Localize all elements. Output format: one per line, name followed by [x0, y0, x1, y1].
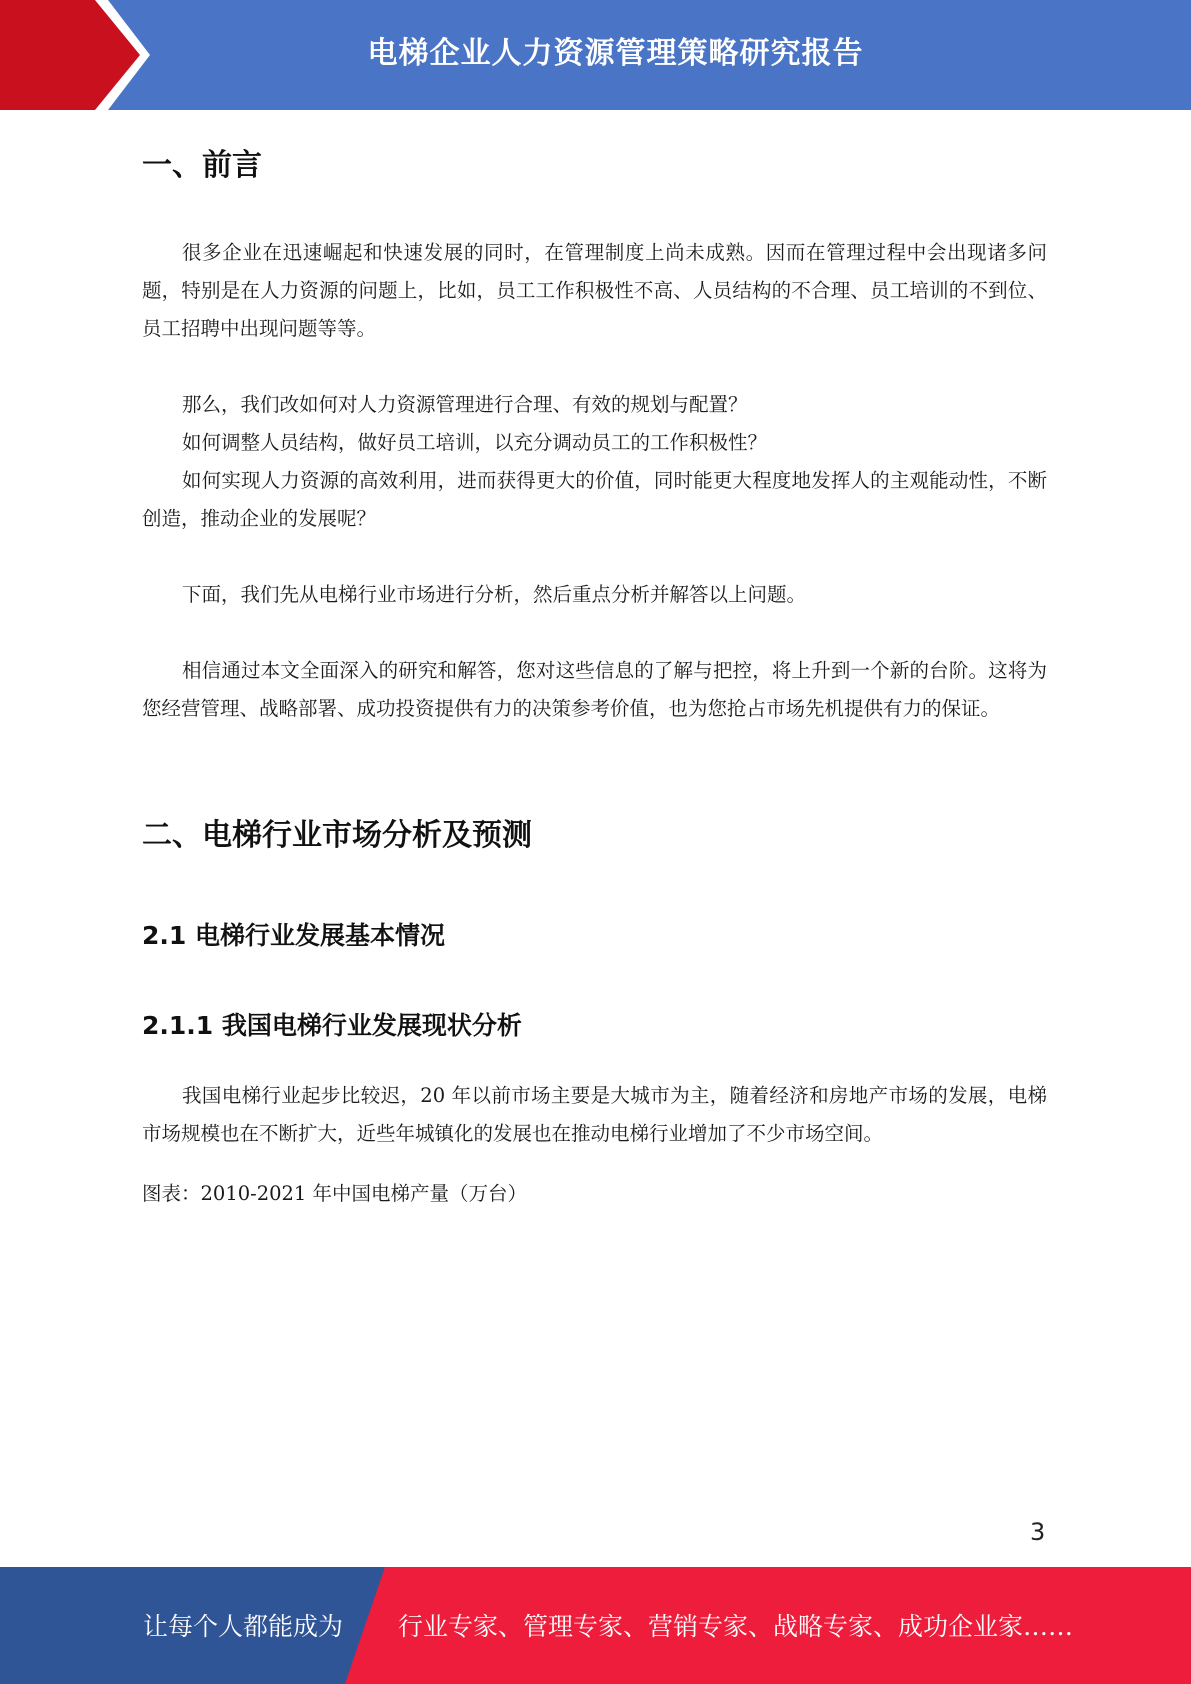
report-title: 电梯企业人力资源管理策略研究报告 [367, 36, 864, 71]
paragraph: 下面，我们先从电梯行业市场进行分析，然后重点分析并解答以上问题。 [182, 583, 807, 606]
paragraph: 如何实现人力资源的高效利用，进而获得更大的价值，同时能更大程度地发挥人的主观能动性，不断创造，推动企业的发展呢？ [142, 469, 1047, 530]
footer-slogan-left: 让每个人都能成为 [143, 1612, 344, 1641]
paragraph: 我国电梯行业起步比较迟，20 年以前市场主要是大城市为主，随着经济和房地产市场的发展，电梯市场规模也在不断扩大，近些年城镇化的发展也在推动电梯行业增加了不少市场空间。 [142, 1084, 1047, 1145]
page-number: 3 [1030, 1518, 1046, 1546]
paragraph: 很多企业在迅速崛起和快速发展的同时，在管理制度上尚未成熟。因而在管理过程中会出现诸多问题，特别是在人力资源的问题上，比如，员工工作积极性不高、人员结构的不合理、员工培训的不到位、员工招聘中出现问题等等。 [142, 241, 1047, 340]
section-heading-preface: 一、前言 [142, 148, 262, 183]
page-header [0, 0, 1191, 110]
paragraph: 那么，我们改如何对人力资源管理进行合理、有效的规划与配置？ [182, 393, 748, 416]
page-footer [0, 1567, 1191, 1684]
section-heading-market: 二、电梯行业市场分析及预测 [142, 818, 532, 853]
paragraph: 相信通过本文全面深入的研究和解答，您对这些信息的了解与把控，将上升到一个新的台阶。这将为您经营管理、战略部署、成功投资提供有力的决策参考价值，也为您抢占市场先机提供有力的保证。 [142, 659, 1047, 720]
subsubsection-heading: 2.1.1 我国电梯行业发展现状分析 [142, 1011, 522, 1040]
paragraph: 如何调整人员结构，做好员工培训，以充分调动员工的工作积极性？ [182, 431, 768, 454]
subsection-heading: 2.1 电梯行业发展基本情况 [142, 921, 445, 950]
footer-slogan-right: 行业专家、管理专家、营销专家、战略专家、成功企业家…… [398, 1612, 1074, 1641]
figure-caption: 图表：2010-2021 年中国电梯产量（万台） [142, 1182, 528, 1205]
